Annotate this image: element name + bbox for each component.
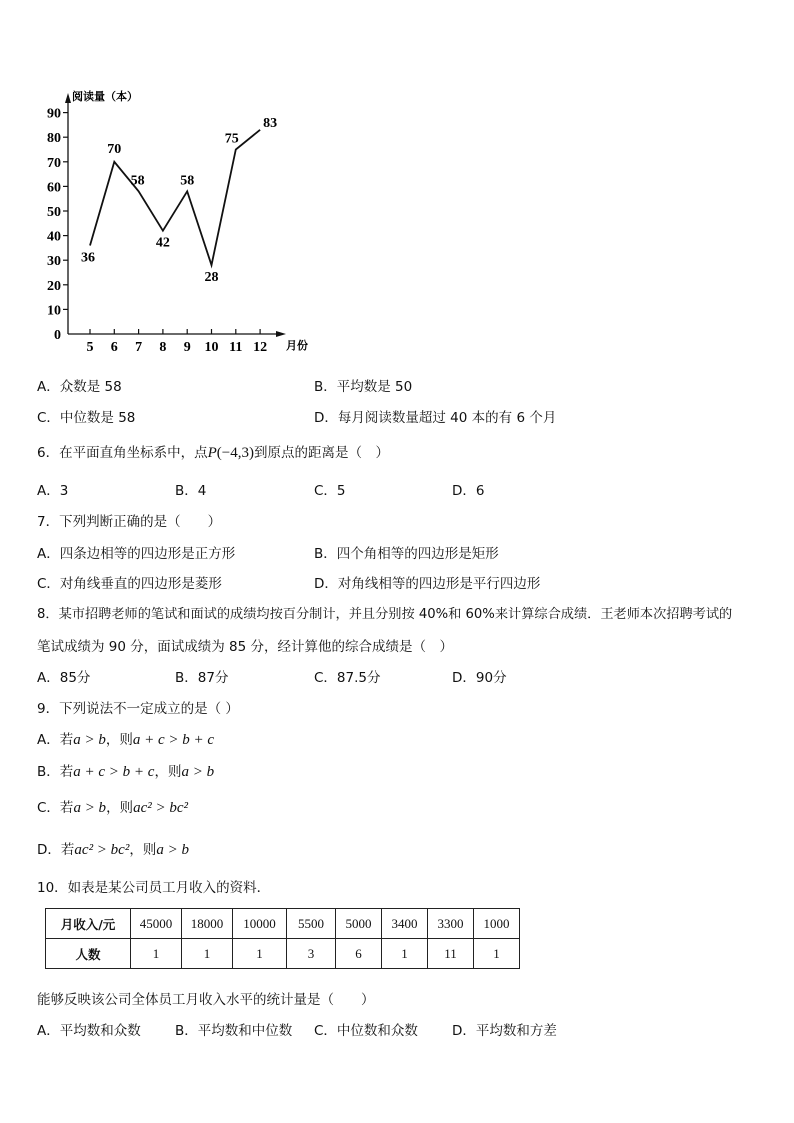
q6-option-a[interactable]: A．3 [37,483,69,499]
table-header-income: 月收入/元 [46,909,131,939]
q8-option-d[interactable]: D．90分 [452,670,507,686]
y-tick-label: 80 [47,131,61,147]
data-label: 42 [155,235,170,251]
y-tick-label: 40 [47,229,61,245]
q9-a-condition: a > b [73,732,106,748]
reading-chart [30,85,330,355]
q7-option-b[interactable]: B．四个角相等的四边形是矩形 [314,546,499,562]
table-cell: 45000 [131,909,182,939]
q9-b-result: a > b [181,764,215,780]
q10-option-a[interactable]: A．平均数和众数 [37,1023,141,1039]
q7-option-a[interactable]: A．四条边相等的四边形是正方形 [37,546,236,562]
data-label: 58 [180,173,195,189]
q9-d-condition: ac² > bc² [74,842,130,858]
y-tick-label: 70 [47,155,61,171]
y-axis-label: 阅读量（本） [72,90,138,103]
q9-option-d[interactable] [37,838,189,859]
q6-option-d[interactable]: D．6 [452,483,485,499]
data-label: 58 [130,173,145,189]
y-tick-label: 30 [47,254,61,270]
q9-a-prefix: A．若 [37,732,74,748]
q10-option-c[interactable]: C．中位数和众数 [314,1023,418,1039]
y-tick-label: 0 [54,328,61,343]
q9-b-then: ，则 [154,764,182,780]
q9-c-result: ac² > bc² [133,800,188,816]
table-cell: 1000 [474,909,520,939]
q10-stem: 10．如表是某公司员工月收入的资料． [37,880,271,896]
y-axis-arrow [65,93,71,103]
q9-d-prefix: D．若 [37,842,75,858]
y-tick-label: 90 [47,106,61,122]
data-label: 28 [204,270,219,286]
table-cell: 3300 [428,909,474,939]
q9-c-condition: a > b [73,800,107,816]
q9-b-prefix: B．若 [37,764,74,780]
table-cell: 5500 [287,909,336,939]
x-tick-label: 9 [183,340,191,355]
data-label: 83 [263,115,278,131]
q9-d-result: a > b [156,842,189,858]
q5-option-a[interactable]: A．众数是 58 [37,379,122,395]
q8-option-b[interactable]: B．87分 [175,670,229,686]
x-tick-label: 6 [110,340,118,355]
table-row [46,939,520,969]
q5-option-b[interactable]: B．平均数是 50 [314,379,413,395]
income-table [45,908,520,969]
q8-stem-line1: 8．某市招聘老师的笔试和面试的成绩均按百分制计，并且分别按 40%和 60%来计算综合成绩．王老师本次招聘考试的 [37,607,733,622]
table-cell: 3 [287,939,336,969]
table-cell: 1 [474,939,520,969]
q6-stem-a: 6．在平面直角坐标系中，点 [37,445,208,461]
table-cell: 3400 [382,909,428,939]
q9-d-then: ，则 [129,842,157,858]
q10-option-b[interactable]: B．平均数和中位数 [175,1023,293,1039]
q6-point: P [207,445,217,461]
q9-stem: 9．下列说法不一定成立的是（ ） [37,701,239,717]
x-tick-label: 12 [253,340,268,355]
q6-option-b[interactable]: B．4 [175,483,207,499]
table-row [46,909,520,939]
q9-b-condition: a + c > b + c [73,764,155,780]
q5-option-d[interactable]: D．每月阅读数量超过 40 本的有 6 个月 [314,410,557,426]
q6-coords: (−4,3) [216,445,254,461]
table-cell: 6 [336,939,382,969]
table-cell: 18000 [182,909,233,939]
q7-option-d[interactable]: D．对角线相等的四边形是平行四边形 [314,576,541,592]
table-cell: 1 [131,939,182,969]
q9-option-b[interactable] [37,760,214,781]
x-tick-label: 10 [204,340,219,355]
table-cell: 1 [382,939,428,969]
q9-a-result: a + c > b + c [132,732,215,748]
q6-stem-b: 到原点的距离是（ ） [253,445,389,461]
data-label: 75 [224,131,239,147]
y-tick-label: 10 [47,303,61,319]
q10-question: 能够反映该公司全体员工月收入水平的统计量是（ ） [37,992,375,1008]
table-cell: 1 [233,939,287,969]
x-axis-label: 月份 [286,339,308,352]
x-tick-label: 5 [86,340,94,355]
y-tick-label: 60 [47,180,61,196]
q9-a-then: ，则 [105,732,133,748]
q6-stem [37,441,389,462]
q9-option-c[interactable] [37,796,188,817]
data-label: 70 [107,141,122,157]
table-cell: 11 [428,939,474,969]
q10-option-d[interactable]: D．平均数和方差 [452,1023,557,1039]
table-cell: 1 [182,939,233,969]
table-cell: 5000 [336,909,382,939]
data-label: 36 [81,250,95,266]
table-cell: 10000 [233,909,287,939]
q5-option-c[interactable]: C．中位数是 58 [37,410,136,426]
x-tick-label: 11 [229,340,243,355]
q7-stem: 7．下列判断正确的是（ ） [37,514,222,530]
q8-option-a[interactable]: A．85分 [37,670,91,686]
y-tick-label: 50 [47,205,61,220]
x-axis-arrow [276,331,286,337]
q8-stem-line2: 笔试成绩为 90 分，面试成绩为 85 分，经计算他的综合成绩是（ ） [37,639,454,655]
q9-option-a[interactable] [37,728,214,749]
q9-c-prefix: C．若 [37,800,74,816]
x-tick-label: 8 [159,340,167,355]
q8-option-c[interactable]: C．87.5分 [314,670,381,686]
x-tick-label: 7 [135,340,143,355]
q9-c-then: ，则 [106,800,134,816]
table-header-people: 人数 [46,939,131,969]
q6-option-c[interactable]: C．5 [314,483,346,499]
y-tick-label: 20 [47,278,61,294]
q7-option-c[interactable]: C．对角线垂直的四边形是菱形 [37,576,222,592]
